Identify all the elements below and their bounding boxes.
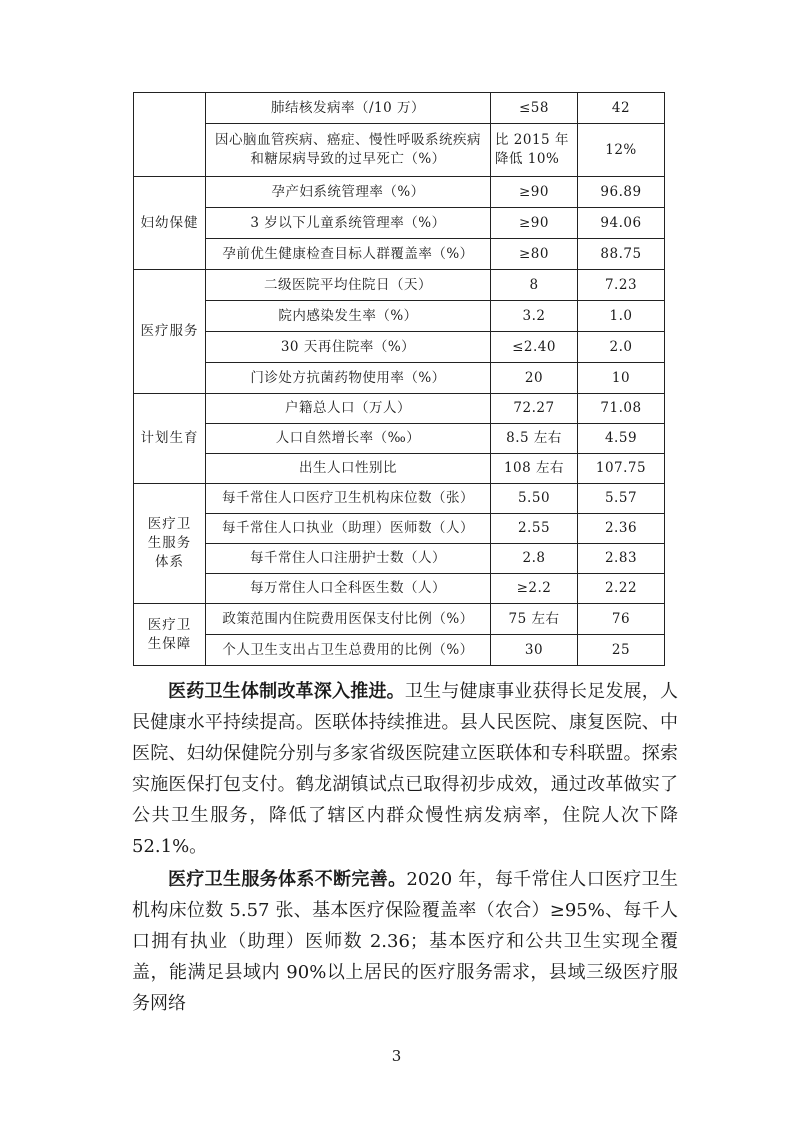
table-row [134, 93, 665, 124]
table-row [134, 574, 665, 604]
target-cell: ≥2.2 [491, 574, 578, 604]
actual-cell: 2.22 [578, 574, 665, 604]
target-cell: 2.55 [491, 514, 578, 544]
category-cell: 医疗卫生服务体系 [134, 484, 206, 604]
target-cell: 8.5 左右 [491, 424, 578, 454]
target-cell: ≤2.40 [491, 332, 578, 363]
target-cell: 75 左右 [491, 604, 578, 635]
target-cell: ≥80 [491, 239, 578, 270]
actual-cell: 12% [578, 124, 665, 177]
category-cell: 医疗服务 [134, 270, 206, 394]
health-indicator-table [133, 92, 665, 666]
actual-cell: 7.23 [578, 270, 665, 301]
table-row [134, 544, 665, 574]
category-cell: 医疗卫生保障 [134, 604, 206, 666]
actual-cell: 1.0 [578, 301, 665, 332]
actual-cell: 2.36 [578, 514, 665, 544]
indicator-cell: 人口自然增长率（‰） [206, 424, 491, 454]
table-row [134, 270, 665, 301]
actual-cell: 42 [578, 93, 665, 124]
page-number: 3 [391, 1047, 402, 1065]
indicator-cell: 个人卫生支出占卫生总费用的比例（%） [206, 635, 491, 666]
actual-cell: 2.0 [578, 332, 665, 363]
service-system-paragraph-heading: 医疗卫生服务体系不断完善。 [168, 869, 407, 890]
table-row [134, 177, 665, 208]
target-cell: ≥90 [491, 177, 578, 208]
service-system-paragraph [132, 864, 678, 1019]
actual-cell: 94.06 [578, 208, 665, 239]
target-cell: 72.27 [491, 394, 578, 424]
table-row [134, 363, 665, 394]
indicator-cell: 肺结核发病率（/10 万） [206, 93, 491, 124]
reform-paragraph [132, 676, 678, 862]
target-cell: ≤58 [491, 93, 578, 124]
indicator-cell: 户籍总人口（万人） [206, 394, 491, 424]
target-cell: ≥90 [491, 208, 578, 239]
table-row [134, 124, 665, 177]
target-cell: 30 [491, 635, 578, 666]
actual-cell: 2.83 [578, 544, 665, 574]
actual-cell: 76 [578, 604, 665, 635]
indicator-cell: 因心脑血管疾病、癌症、慢性呼吸系统疾病和糖尿病导致的过早死亡（%） [206, 124, 491, 177]
actual-cell: 4.59 [578, 424, 665, 454]
indicator-cell: 每千常住人口注册护士数（人） [206, 544, 491, 574]
indicator-cell: 孕前优生健康检查目标人群覆盖率（%） [206, 239, 491, 270]
reform-paragraph-heading: 医药卫生体制改革深入推进。 [168, 681, 405, 702]
indicator-cell: 30 天再住院率（%） [206, 332, 491, 363]
table-row [134, 424, 665, 454]
target-cell: 比 2015 年降低 10% [491, 124, 578, 177]
actual-cell: 71.08 [578, 394, 665, 424]
service-system-paragraph-text: 2020 年，每千常住人口医疗卫生机构床位数 5.57 张、基本医疗保险覆盖率（农合）≥95%、每千人口拥有执业（助理）医师数 2.36；基本医疗和公共卫生实现全覆盖，能满足县域内 90%以上居民的医疗服务需求，县域三级医疗服务网络 [132, 869, 679, 1014]
indicator-cell: 院内感染发生率（%） [206, 301, 491, 332]
actual-cell: 10 [578, 363, 665, 394]
table-row [134, 394, 665, 424]
actual-cell: 5.57 [578, 484, 665, 514]
target-cell: 108 左右 [491, 454, 578, 484]
table-row [134, 514, 665, 544]
category-cell-continued [134, 93, 206, 177]
table-row [134, 301, 665, 332]
indicator-cell: 政策范围内住院费用医保支付比例（%） [206, 604, 491, 635]
actual-cell: 25 [578, 635, 665, 666]
indicator-cell: 每万常住人口全科医生数（人） [206, 574, 491, 604]
table-row [134, 604, 665, 635]
target-cell: 3.2 [491, 301, 578, 332]
table-row [134, 239, 665, 270]
indicator-table-container [133, 92, 664, 666]
table-row [134, 332, 665, 363]
table-row [134, 208, 665, 239]
table-row [134, 635, 665, 666]
category-cell: 计划生育 [134, 394, 206, 484]
table-row [134, 454, 665, 484]
indicator-cell: 3 岁以下儿童系统管理率（%） [206, 208, 491, 239]
indicator-cell: 每千常住人口医疗卫生机构床位数（张） [206, 484, 491, 514]
actual-cell: 107.75 [578, 454, 665, 484]
actual-cell: 88.75 [578, 239, 665, 270]
target-cell: 2.8 [491, 544, 578, 574]
indicator-cell: 门诊处方抗菌药物使用率（%） [206, 363, 491, 394]
indicator-cell: 每千常住人口执业（助理）医师数（人） [206, 514, 491, 544]
indicator-cell: 二级医院平均住院日（天） [206, 270, 491, 301]
table-row [134, 484, 665, 514]
indicator-cell: 孕产妇系统管理率（%） [206, 177, 491, 208]
target-cell: 20 [491, 363, 578, 394]
target-cell: 5.50 [491, 484, 578, 514]
category-cell: 妇幼保健 [134, 177, 206, 270]
actual-cell: 96.89 [578, 177, 665, 208]
indicator-cell: 出生人口性别比 [206, 454, 491, 484]
target-cell: 8 [491, 270, 578, 301]
reform-paragraph-text: 卫生与健康事业获得长足发展，人民健康水平持续提高。医联体持续推进。县人民医院、康复医院、中医院、妇幼保健院分别与多家省级医院建立医联体和专科联盟。探索实施医保打包支付。鹤龙湖镇试点已取得初步成效，通过改革做实了公共卫生服务，降低了辖区内群众慢性病发病率，住院人次下降 52.1%。 [132, 681, 679, 857]
